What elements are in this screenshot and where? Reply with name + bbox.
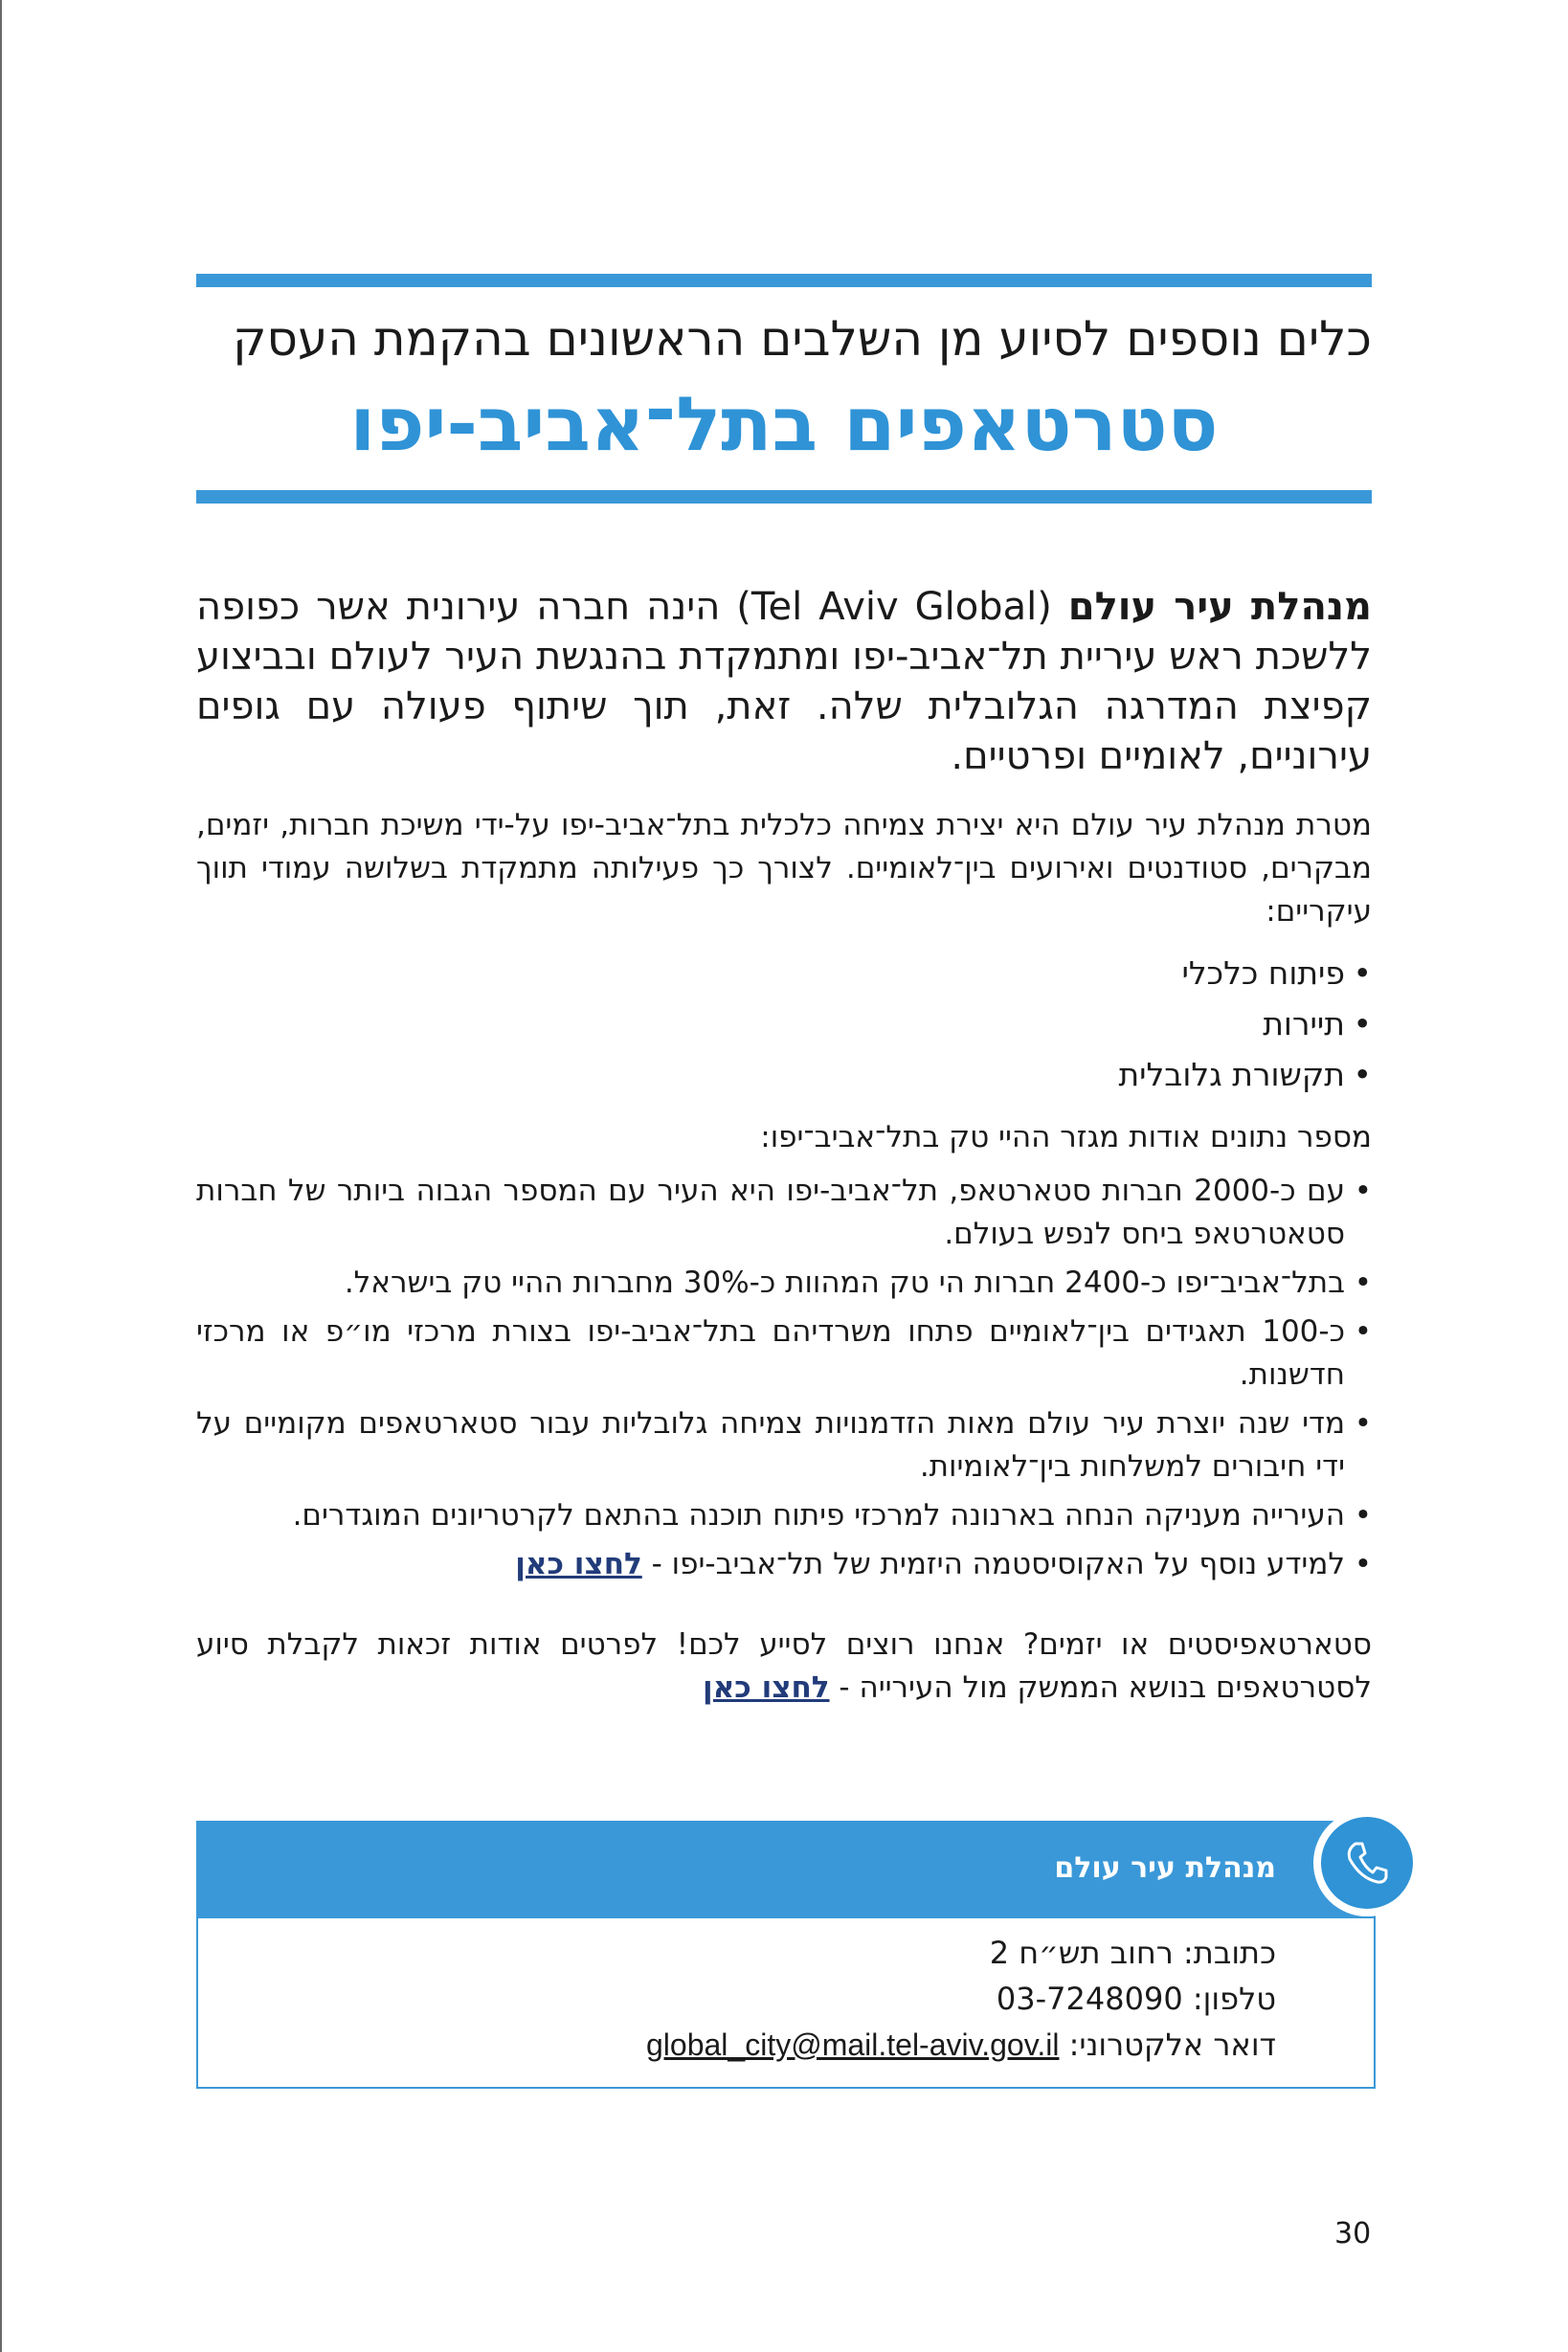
phone-value: 03-7248090	[996, 1981, 1183, 2017]
list-item: • מדי שנה יוצרת עיר עולם מאות הזדמנויות צמיחה גלובליות עבור סטארטאפים מקומיים על ידי חיבורים למשלחות בין־לאומיות.	[196, 1402, 1345, 1489]
address-line	[646, 1930, 1276, 1976]
phone-label: טלפון:	[1192, 1981, 1276, 2017]
list-item: • העירייה מעניקה הנחה בארנונה למרכזי פיתוח תוכנה בהתאם לקרטריונים המוגדרים.	[196, 1494, 1345, 1537]
list-item: • עם כ-2000 חברות סטארטאפ, תל־אביב-יפו היא העיר עם המספר הגבוה ביותר של חברות סטאטרטאפ ביחס לנפש בעולם.	[196, 1170, 1345, 1256]
pillars-list	[196, 948, 1372, 1100]
bottom-rule	[196, 490, 1372, 504]
contact-box-title: מנהלת עיר עולם	[1054, 1851, 1276, 1885]
page-subtitle: כלים נוספים לסיוע מן השלבים הראשונים בהקמת העסק	[233, 311, 1372, 367]
list-item	[196, 1543, 1345, 1586]
intro-text: (Tel Aviv Global) הינה חברה עירונית אשר כפופה ללשכת ראש עיריית תל־אביב-יפו ומתמקדת בהנגשת העיר לעולם ובביצוע קפיצת המדרגה הגלובלית שלה. זאת, תוך שיתוף פעולה עם גופים עירוניים, לאומיים ופרטיים.	[196, 585, 1372, 778]
list-item: • כ-100 תאגידים בין־לאומיים פתחו משרדיהם בתל־אביב-יפו בצורת מרכזי מו״פ או מרכזי חדשנות.	[196, 1310, 1345, 1397]
email-line	[646, 2022, 1276, 2068]
email-label: דואר אלקטרוני:	[1068, 2027, 1276, 2063]
list-item: • פיתוח כלכלי	[196, 948, 1345, 998]
assistance-link[interactable]: לחצו כאן	[703, 1670, 830, 1705]
page-edge-line	[0, 0, 2, 2352]
top-rule	[196, 274, 1372, 287]
list-item: • תקשורת גלובלית	[196, 1049, 1345, 1100]
facts-list	[196, 1170, 1372, 1592]
email-link[interactable]: global_city@mail.tel-aviv.gov.il	[646, 2027, 1060, 2062]
mission-paragraph: מטרת מנהלת עיר עולם היא יצירת צמיחה כלכלית בתל־אביב-יפו על-ידי משיכת חברות, יזמים, מבקרים, סטודנטים ואירועים בין־לאומיים. לצורך כך פעילותה מתמקדת בשלושה עמודי תווך עיקריים:	[196, 808, 1372, 929]
address-label: כתובת:	[1183, 1935, 1276, 1971]
page-number: 30	[1334, 2217, 1372, 2251]
phone-icon	[1313, 1809, 1421, 1916]
fact-link-text: למידע נוסף על האקוסיסטמה היזמית של תל־אביב-יפו -	[641, 1547, 1345, 1581]
closing-paragraph	[196, 1624, 1372, 1710]
list-item: • תיירות	[196, 998, 1345, 1049]
closing-text: סטארטאפיסטים או יזמים? אנחנו רוצים לסייע לכם! לפרטים אודות זכאות לקבלת סיוע לסטרטאפים בנושא הממשק מול העירייה -	[196, 1627, 1372, 1705]
contact-details	[646, 1930, 1276, 2068]
more-info-link[interactable]: לחצו כאן	[515, 1547, 642, 1581]
intro-paragraph	[196, 582, 1372, 781]
list-item: • בתל־אביב־יפו כ-2400 חברות הי טק המהוות כ-30% מחברות ההיי טק בישראל.	[196, 1262, 1345, 1305]
facts-intro: מספר נתונים אודות מגזר ההיי טק בתל־אביב־יפו:	[760, 1120, 1372, 1154]
intro-bold: מנהלת עיר עולם	[1067, 585, 1372, 629]
address-value: רחוב תש״ח 2	[989, 1935, 1174, 1971]
page-title: סטרטאפים בתל־אביב-יפו	[349, 382, 1219, 468]
phone-line	[646, 1976, 1276, 2022]
